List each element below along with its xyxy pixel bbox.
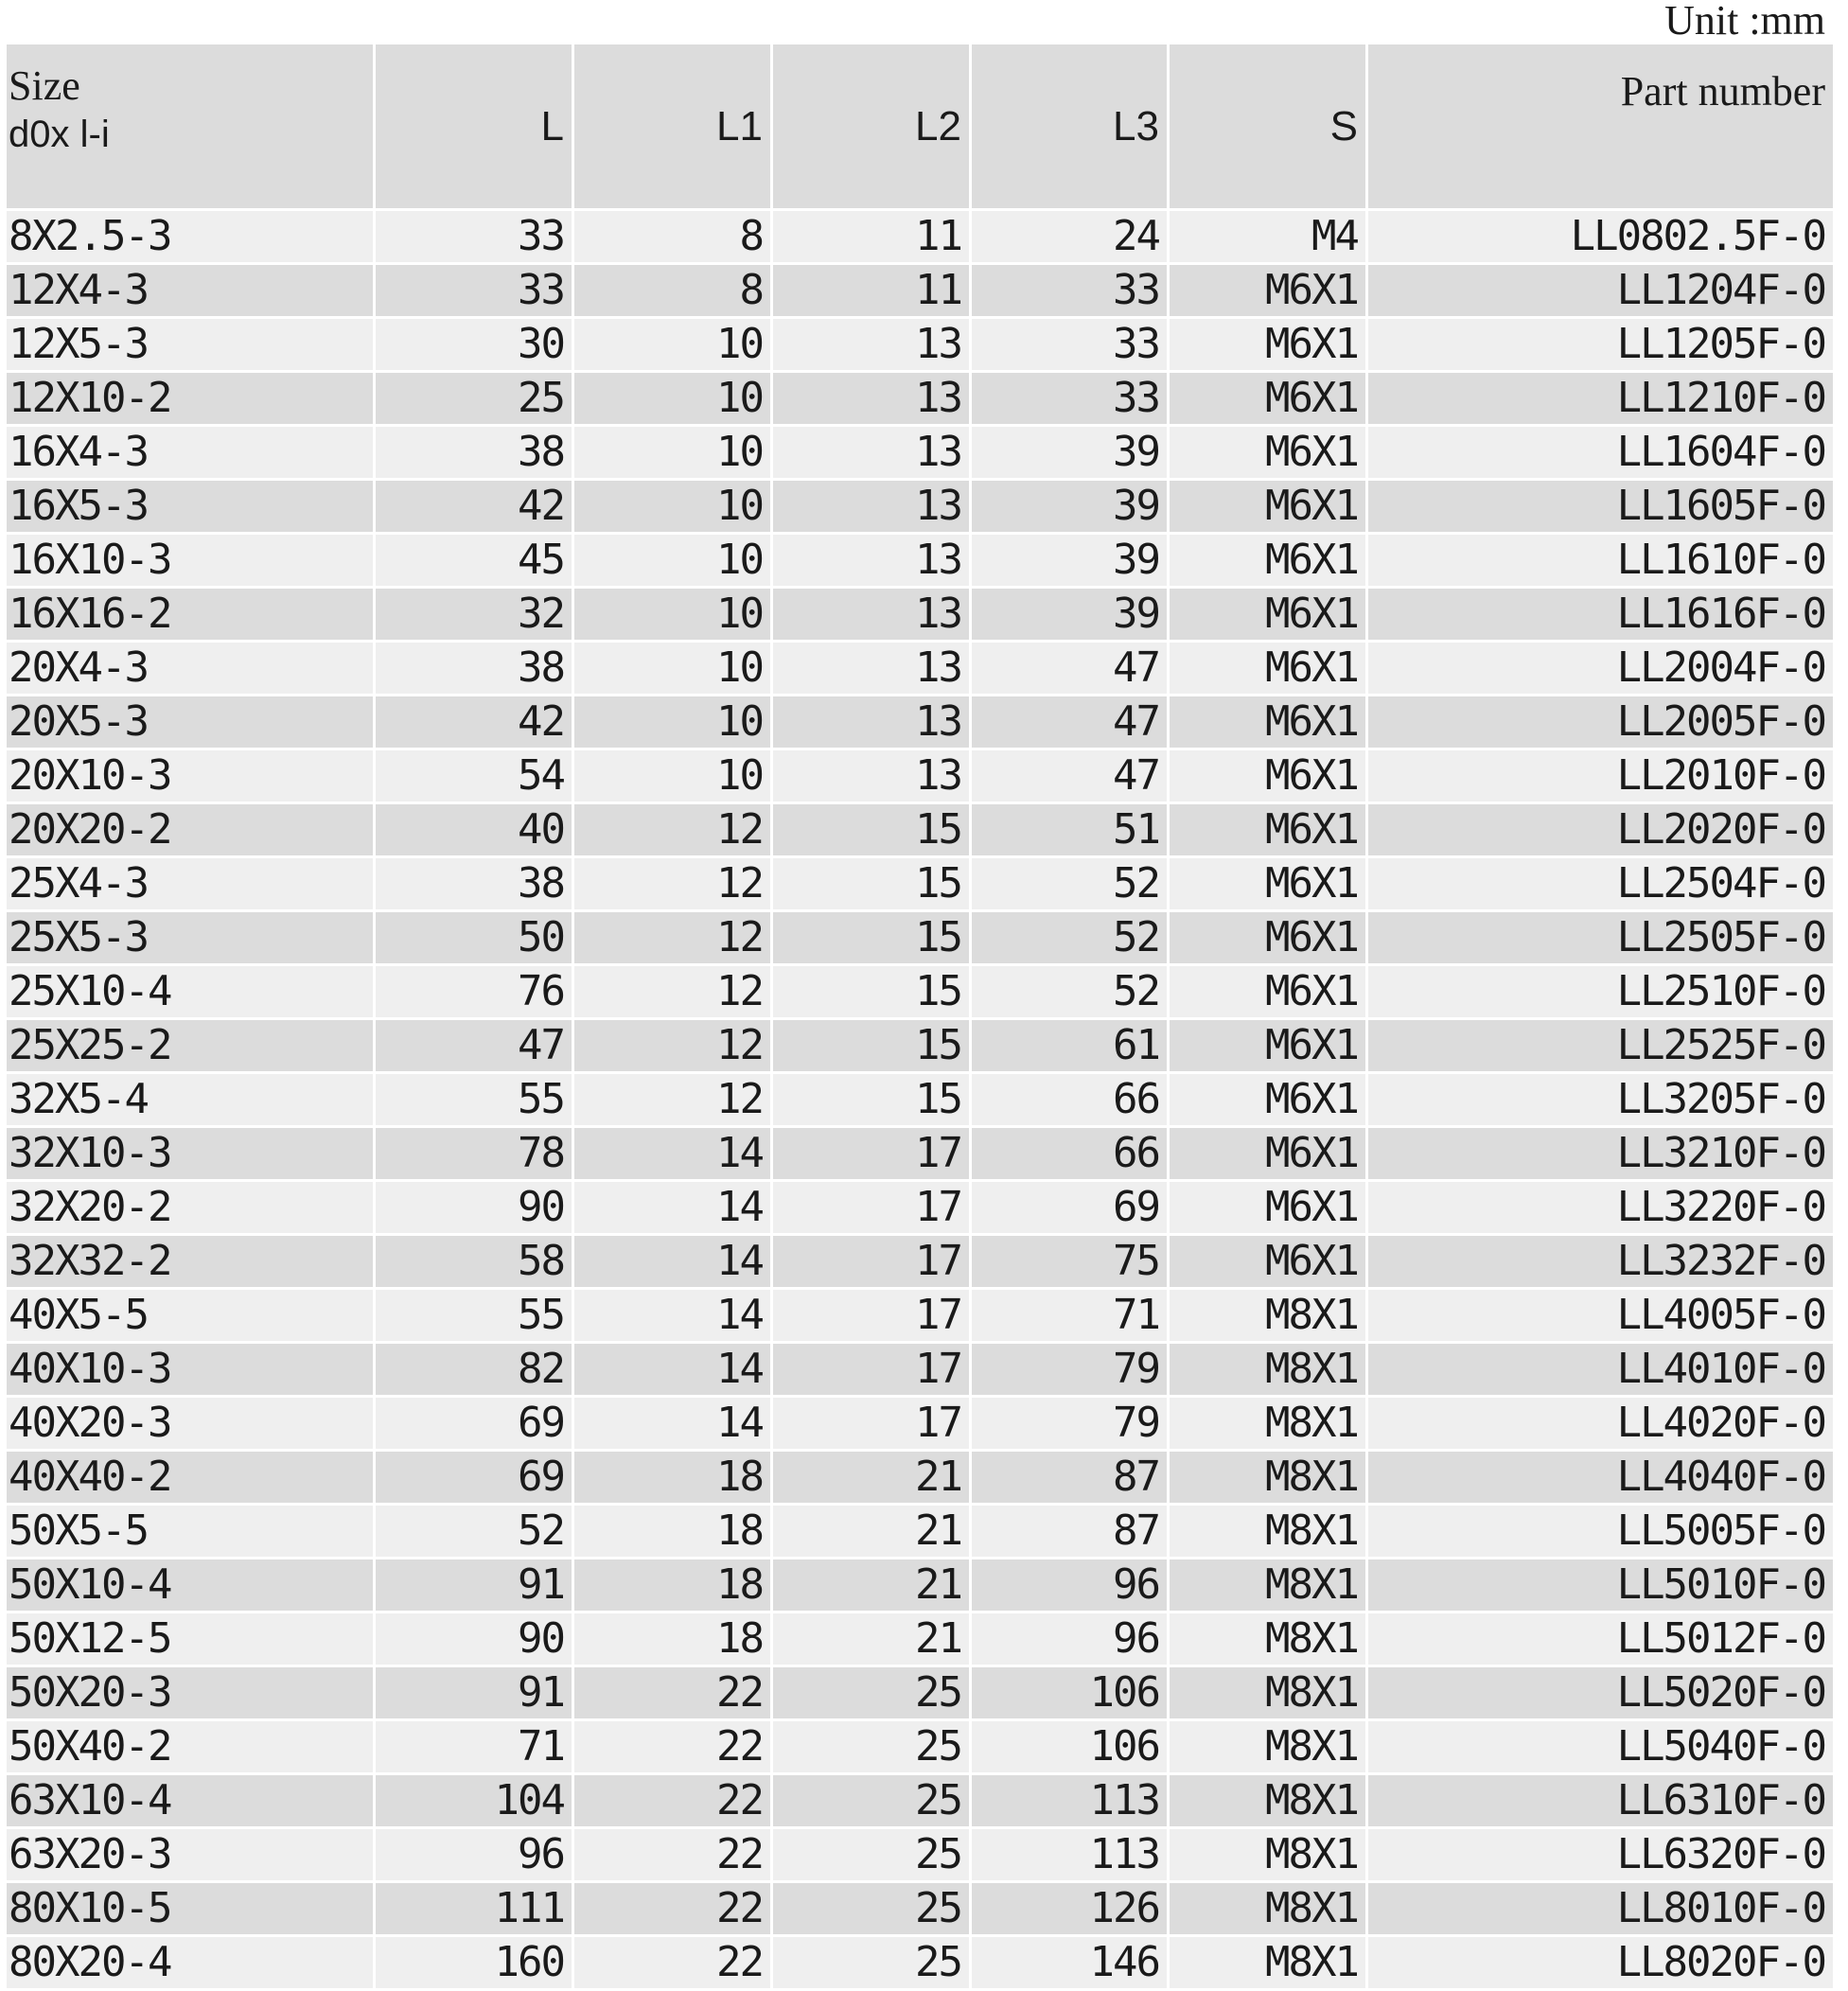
cell-size: 40X5-5	[7, 1290, 373, 1341]
cell-part-number: LL5040F-0	[1368, 1721, 1833, 1772]
cell-L2: 17	[773, 1398, 969, 1449]
header-size	[7, 44, 373, 208]
cell-S: M8X1	[1170, 1452, 1365, 1503]
cell-S: M6X1	[1170, 696, 1365, 748]
cell-L: 82	[376, 1344, 572, 1395]
table-row	[7, 535, 1833, 586]
cell-L: 42	[376, 481, 572, 532]
cell-S: M8X1	[1170, 1883, 1365, 1934]
cell-L2: 15	[773, 912, 969, 963]
unit-label: Unit :mm	[1664, 0, 1825, 44]
cell-L3: 96	[972, 1559, 1167, 1611]
cell-S: M8X1	[1170, 1721, 1365, 1772]
table-row	[7, 858, 1833, 909]
cell-L: 71	[376, 1721, 572, 1772]
cell-L: 50	[376, 912, 572, 963]
cell-L1: 22	[574, 1829, 770, 1880]
header-row	[7, 44, 1833, 208]
cell-S: M8X1	[1170, 1829, 1365, 1880]
cell-size: 16X16-2	[7, 589, 373, 640]
cell-L: 40	[376, 804, 572, 855]
cell-L1: 18	[574, 1613, 770, 1665]
table-row	[7, 319, 1833, 370]
cell-L: 38	[376, 427, 572, 478]
cell-L1: 18	[574, 1452, 770, 1503]
table-row	[7, 804, 1833, 855]
cell-L2: 15	[773, 858, 969, 909]
cell-size: 20X4-3	[7, 643, 373, 694]
cell-L3: 39	[972, 481, 1167, 532]
cell-L: 38	[376, 643, 572, 694]
cell-part-number: LL4005F-0	[1368, 1290, 1833, 1341]
cell-size: 20X20-2	[7, 804, 373, 855]
cell-part-number: LL5020F-0	[1368, 1667, 1833, 1718]
cell-S: M6X1	[1170, 643, 1365, 694]
cell-L: 160	[376, 1937, 572, 1988]
cell-size: 80X10-5	[7, 1883, 373, 1934]
cell-S: M8X1	[1170, 1344, 1365, 1395]
cell-L2: 21	[773, 1613, 969, 1665]
cell-L2: 21	[773, 1559, 969, 1611]
cell-L: 52	[376, 1506, 572, 1557]
cell-L: 47	[376, 1020, 572, 1071]
cell-S: M6X1	[1170, 481, 1365, 532]
cell-S: M8X1	[1170, 1667, 1365, 1718]
cell-part-number: LL2505F-0	[1368, 912, 1833, 963]
cell-L2: 13	[773, 481, 969, 532]
cell-L3: 39	[972, 589, 1167, 640]
cell-L: 58	[376, 1236, 572, 1287]
table-row	[7, 1667, 1833, 1718]
cell-L3: 75	[972, 1236, 1167, 1287]
table-row	[7, 1236, 1833, 1287]
cell-L: 33	[376, 211, 572, 262]
cell-L1: 22	[574, 1775, 770, 1826]
table-row	[7, 211, 1833, 262]
cell-L3: 87	[972, 1452, 1167, 1503]
table-row	[7, 1398, 1833, 1449]
header-size-formula: d0x l-i	[9, 114, 110, 155]
cell-size: 50X12-5	[7, 1613, 373, 1665]
cell-part-number: LL1610F-0	[1368, 535, 1833, 586]
cell-part-number: LL8010F-0	[1368, 1883, 1833, 1934]
table-header	[7, 44, 1833, 208]
cell-S: M6X1	[1170, 1074, 1365, 1125]
cell-part-number: LL2005F-0	[1368, 696, 1833, 748]
cell-S: M6X1	[1170, 912, 1365, 963]
cell-L: 91	[376, 1667, 572, 1718]
table-row	[7, 265, 1833, 316]
cell-S: M6X1	[1170, 1236, 1365, 1287]
cell-part-number: LL1205F-0	[1368, 319, 1833, 370]
cell-L1: 14	[574, 1128, 770, 1179]
cell-size: 20X10-3	[7, 750, 373, 802]
cell-L3: 33	[972, 265, 1167, 316]
cell-L: 90	[376, 1182, 572, 1233]
cell-part-number: LL1604F-0	[1368, 427, 1833, 478]
table-row	[7, 696, 1833, 748]
table-row	[7, 1182, 1833, 1233]
table-row	[7, 1290, 1833, 1341]
cell-S: M6X1	[1170, 373, 1365, 424]
cell-L1: 8	[574, 211, 770, 262]
cell-part-number: LL8020F-0	[1368, 1937, 1833, 1988]
cell-L3: 79	[972, 1344, 1167, 1395]
table-row	[7, 912, 1833, 963]
cell-L1: 10	[574, 589, 770, 640]
cell-size: 16X5-3	[7, 481, 373, 532]
header-L2: L2	[773, 44, 969, 208]
cell-part-number: LL2010F-0	[1368, 750, 1833, 802]
cell-part-number: LL3205F-0	[1368, 1074, 1833, 1125]
cell-S: M4	[1170, 211, 1365, 262]
cell-S: M6X1	[1170, 535, 1365, 586]
cell-L: 32	[376, 589, 572, 640]
table-row	[7, 1506, 1833, 1557]
cell-S: M8X1	[1170, 1559, 1365, 1611]
cell-L2: 17	[773, 1182, 969, 1233]
table-row	[7, 427, 1833, 478]
cell-L2: 25	[773, 1775, 969, 1826]
cell-L: 90	[376, 1613, 572, 1665]
cell-S: M8X1	[1170, 1506, 1365, 1557]
cell-L1: 12	[574, 912, 770, 963]
cell-L3: 126	[972, 1883, 1167, 1934]
cell-size: 12X10-2	[7, 373, 373, 424]
cell-S: M8X1	[1170, 1775, 1365, 1826]
table-row	[7, 1883, 1833, 1934]
cell-part-number: LL1204F-0	[1368, 265, 1833, 316]
cell-L3: 66	[972, 1074, 1167, 1125]
cell-L3: 113	[972, 1829, 1167, 1880]
cell-size: 25X4-3	[7, 858, 373, 909]
cell-part-number: LL4040F-0	[1368, 1452, 1833, 1503]
cell-L: 78	[376, 1128, 572, 1179]
cell-L: 25	[376, 373, 572, 424]
header-S: S	[1170, 44, 1365, 208]
cell-S: M6X1	[1170, 804, 1365, 855]
cell-L1: 18	[574, 1506, 770, 1557]
cell-S: M8X1	[1170, 1398, 1365, 1449]
cell-L2: 13	[773, 319, 969, 370]
cell-part-number: LL2004F-0	[1368, 643, 1833, 694]
cell-L2: 11	[773, 211, 969, 262]
cell-L1: 22	[574, 1667, 770, 1718]
table-row	[7, 966, 1833, 1017]
cell-L1: 10	[574, 373, 770, 424]
cell-L1: 10	[574, 427, 770, 478]
cell-L2: 25	[773, 1721, 969, 1772]
header-part-number: Part number	[1368, 44, 1833, 208]
cell-part-number: LL5010F-0	[1368, 1559, 1833, 1611]
cell-L2: 15	[773, 966, 969, 1017]
cell-L2: 13	[773, 643, 969, 694]
cell-S: M6X1	[1170, 1182, 1365, 1233]
cell-S: M8X1	[1170, 1937, 1365, 1988]
cell-L3: 146	[972, 1937, 1167, 1988]
cell-L1: 10	[574, 481, 770, 532]
cell-L1: 14	[574, 1236, 770, 1287]
cell-L: 38	[376, 858, 572, 909]
cell-L3: 39	[972, 427, 1167, 478]
cell-L1: 22	[574, 1721, 770, 1772]
cell-L2: 11	[773, 265, 969, 316]
table-row	[7, 1128, 1833, 1179]
cell-L2: 17	[773, 1344, 969, 1395]
cell-size: 32X32-2	[7, 1236, 373, 1287]
cell-S: M6X1	[1170, 265, 1365, 316]
cell-size: 20X5-3	[7, 696, 373, 748]
cell-L1: 22	[574, 1883, 770, 1934]
cell-L2: 13	[773, 427, 969, 478]
cell-L3: 47	[972, 750, 1167, 802]
cell-part-number: LL2510F-0	[1368, 966, 1833, 1017]
cell-S: M6X1	[1170, 1020, 1365, 1071]
cell-L: 54	[376, 750, 572, 802]
cell-L2: 15	[773, 804, 969, 855]
cell-size: 32X20-2	[7, 1182, 373, 1233]
cell-L3: 69	[972, 1182, 1167, 1233]
cell-L3: 106	[972, 1721, 1167, 1772]
table-row	[7, 643, 1833, 694]
cell-S: M6X1	[1170, 966, 1365, 1017]
table-row	[7, 1829, 1833, 1880]
cell-size: 80X20-4	[7, 1937, 373, 1988]
cell-L: 69	[376, 1452, 572, 1503]
cell-L3: 66	[972, 1128, 1167, 1179]
cell-L2: 15	[773, 1074, 969, 1125]
cell-L3: 52	[972, 858, 1167, 909]
cell-L1: 18	[574, 1559, 770, 1611]
cell-L2: 25	[773, 1829, 969, 1880]
cell-part-number: LL6320F-0	[1368, 1829, 1833, 1880]
cell-L1: 12	[574, 804, 770, 855]
cell-L1: 10	[574, 535, 770, 586]
cell-S: M6X1	[1170, 1128, 1365, 1179]
table-row	[7, 1559, 1833, 1611]
cell-L3: 51	[972, 804, 1167, 855]
cell-L3: 33	[972, 319, 1167, 370]
cell-S: M6X1	[1170, 858, 1365, 909]
cell-size: 16X10-3	[7, 535, 373, 586]
cell-S: M8X1	[1170, 1290, 1365, 1341]
cell-size: 8X2.5-3	[7, 211, 373, 262]
header-size-label: Size	[9, 62, 80, 109]
cell-L3: 33	[972, 373, 1167, 424]
cell-L1: 12	[574, 1074, 770, 1125]
cell-L: 55	[376, 1290, 572, 1341]
cell-L3: 87	[972, 1506, 1167, 1557]
cell-L2: 21	[773, 1452, 969, 1503]
cell-part-number: LL3232F-0	[1368, 1236, 1833, 1287]
cell-L: 30	[376, 319, 572, 370]
cell-L1: 10	[574, 696, 770, 748]
cell-L1: 10	[574, 643, 770, 694]
cell-L2: 17	[773, 1290, 969, 1341]
cell-L: 55	[376, 1074, 572, 1125]
cell-size: 50X20-3	[7, 1667, 373, 1718]
cell-size: 25X5-3	[7, 912, 373, 963]
cell-part-number: LL2020F-0	[1368, 804, 1833, 855]
cell-S: M6X1	[1170, 319, 1365, 370]
cell-size: 63X20-3	[7, 1829, 373, 1880]
cell-L1: 22	[574, 1937, 770, 1988]
cell-L3: 24	[972, 211, 1167, 262]
cell-L: 45	[376, 535, 572, 586]
cell-L3: 71	[972, 1290, 1167, 1341]
cell-L1: 12	[574, 1020, 770, 1071]
table-row	[7, 1344, 1833, 1395]
cell-size: 40X10-3	[7, 1344, 373, 1395]
cell-part-number: LL4010F-0	[1368, 1344, 1833, 1395]
cell-part-number: LL1605F-0	[1368, 481, 1833, 532]
cell-L: 104	[376, 1775, 572, 1826]
cell-L1: 12	[574, 966, 770, 1017]
cell-size: 32X10-3	[7, 1128, 373, 1179]
header-L1: L1	[574, 44, 770, 208]
cell-part-number: LL2525F-0	[1368, 1020, 1833, 1071]
cell-L3: 61	[972, 1020, 1167, 1071]
table-row	[7, 1074, 1833, 1125]
cell-L: 111	[376, 1883, 572, 1934]
cell-L1: 10	[574, 750, 770, 802]
cell-L1: 14	[574, 1290, 770, 1341]
cell-L3: 47	[972, 696, 1167, 748]
table-row	[7, 1613, 1833, 1665]
cell-part-number: LL1210F-0	[1368, 373, 1833, 424]
cell-S: M6X1	[1170, 750, 1365, 802]
cell-L2: 17	[773, 1236, 969, 1287]
table-row	[7, 589, 1833, 640]
cell-size: 25X10-4	[7, 966, 373, 1017]
table-body	[7, 211, 1833, 1988]
cell-L1: 12	[574, 858, 770, 909]
cell-L2: 21	[773, 1506, 969, 1557]
cell-part-number: LL4020F-0	[1368, 1398, 1833, 1449]
cell-L3: 39	[972, 535, 1167, 586]
cell-size: 16X4-3	[7, 427, 373, 478]
cell-L1: 8	[574, 265, 770, 316]
header-L: L	[376, 44, 572, 208]
cell-size: 12X4-3	[7, 265, 373, 316]
cell-L3: 47	[972, 643, 1167, 694]
cell-size: 25X25-2	[7, 1020, 373, 1071]
cell-L1: 10	[574, 319, 770, 370]
table-row	[7, 1721, 1833, 1772]
cell-part-number: LL0802.5F-0	[1368, 211, 1833, 262]
cell-L2: 25	[773, 1883, 969, 1934]
cell-L2: 13	[773, 750, 969, 802]
cell-L1: 14	[574, 1344, 770, 1395]
table-row	[7, 481, 1833, 532]
cell-L2: 15	[773, 1020, 969, 1071]
cell-part-number: LL2504F-0	[1368, 858, 1833, 909]
cell-size: 63X10-4	[7, 1775, 373, 1826]
cell-L: 33	[376, 265, 572, 316]
cell-size: 40X40-2	[7, 1452, 373, 1503]
cell-L: 42	[376, 696, 572, 748]
cell-L2: 25	[773, 1667, 969, 1718]
cell-part-number: LL3220F-0	[1368, 1182, 1833, 1233]
cell-L2: 25	[773, 1937, 969, 1988]
cell-size: 50X10-4	[7, 1559, 373, 1611]
cell-part-number: LL1616F-0	[1368, 589, 1833, 640]
cell-part-number: LL6310F-0	[1368, 1775, 1833, 1826]
cell-L3: 106	[972, 1667, 1167, 1718]
cell-size: 40X20-3	[7, 1398, 373, 1449]
cell-S: M6X1	[1170, 427, 1365, 478]
cell-L2: 13	[773, 535, 969, 586]
cell-size: 50X40-2	[7, 1721, 373, 1772]
cell-L: 69	[376, 1398, 572, 1449]
header-L3: L3	[972, 44, 1167, 208]
cell-L2: 13	[773, 373, 969, 424]
cell-L: 96	[376, 1829, 572, 1880]
cell-L3: 52	[972, 966, 1167, 1017]
table-row	[7, 1020, 1833, 1071]
cell-part-number: LL5012F-0	[1368, 1613, 1833, 1665]
spec-table	[4, 42, 1836, 1991]
cell-size: 12X5-3	[7, 319, 373, 370]
cell-L3: 79	[972, 1398, 1167, 1449]
cell-size: 32X5-4	[7, 1074, 373, 1125]
cell-L2: 13	[773, 696, 969, 748]
cell-part-number: LL5005F-0	[1368, 1506, 1833, 1557]
table-row	[7, 1452, 1833, 1503]
cell-L1: 14	[574, 1398, 770, 1449]
table-row	[7, 373, 1833, 424]
cell-L2: 17	[773, 1128, 969, 1179]
table-row	[7, 1937, 1833, 1988]
cell-L: 76	[376, 966, 572, 1017]
cell-L1: 14	[574, 1182, 770, 1233]
cell-L3: 52	[972, 912, 1167, 963]
cell-size: 50X5-5	[7, 1506, 373, 1557]
table-row	[7, 750, 1833, 802]
cell-L2: 13	[773, 589, 969, 640]
cell-part-number: LL3210F-0	[1368, 1128, 1833, 1179]
cell-L3: 113	[972, 1775, 1167, 1826]
cell-L3: 96	[972, 1613, 1167, 1665]
cell-L: 91	[376, 1559, 572, 1611]
cell-S: M6X1	[1170, 589, 1365, 640]
table-row	[7, 1775, 1833, 1826]
cell-S: M8X1	[1170, 1613, 1365, 1665]
